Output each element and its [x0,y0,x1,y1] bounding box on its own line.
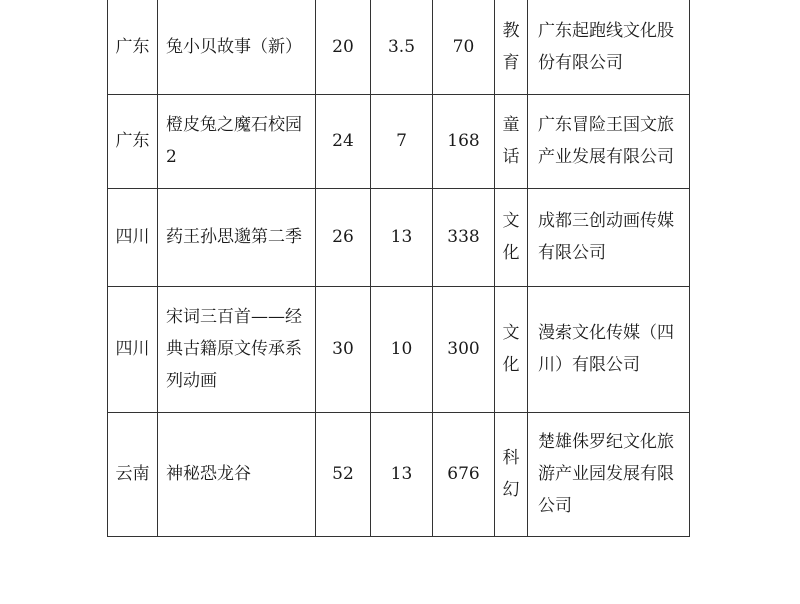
total-minutes-cell: 70 [433,0,495,94]
title-cell: 宋词三百首——经典古籍原文传承系列动画 [158,286,316,412]
title-cell: 橙皮兔之魔石校园2 [158,94,316,188]
episodes-cell: 24 [316,94,371,188]
total-minutes-cell: 168 [433,94,495,188]
province-cell: 云南 [108,412,158,536]
minutes-per-episode-cell: 10 [371,286,433,412]
company-cell: 成都三创动画传媒有限公司 [528,188,690,286]
minutes-per-episode-cell: 7 [371,94,433,188]
genre-cell [495,412,528,536]
province-cell: 四川 [108,286,158,412]
genre-text: 文化 [502,323,520,375]
province-cell: 广东 [108,0,158,94]
total-minutes-cell: 676 [433,412,495,536]
episodes-cell: 26 [316,188,371,286]
title-cell: 兔小贝故事（新） [158,0,316,94]
table-row [108,286,690,412]
table-row [108,412,690,536]
province-cell: 广东 [108,94,158,188]
genre-text: 科幻 [502,448,520,500]
episodes-cell: 52 [316,412,371,536]
province-cell: 四川 [108,188,158,286]
minutes-per-episode-cell: 3.5 [371,0,433,94]
episodes-cell: 20 [316,0,371,94]
genre-text: 文化 [502,211,520,263]
animation-list-table [107,0,690,537]
company-cell: 漫索文化传媒（四川）有限公司 [528,286,690,412]
total-minutes-cell: 338 [433,188,495,286]
genre-cell [495,94,528,188]
company-cell: 广东起跑线文化股份有限公司 [528,0,690,94]
company-cell: 楚雄侏罗纪文化旅游产业园发展有限公司 [528,412,690,536]
genre-text: 教育 [502,20,520,73]
minutes-per-episode-cell: 13 [371,412,433,536]
company-cell: 广东冒险王国文旅产业发展有限公司 [528,94,690,188]
episodes-cell: 30 [316,286,371,412]
total-minutes-cell: 300 [433,286,495,412]
table-row [108,0,690,94]
title-cell: 神秘恐龙谷 [158,412,316,536]
table-row [108,188,690,286]
genre-text: 童话 [502,115,520,167]
genre-cell [495,286,528,412]
title-cell: 药王孙思邈第二季 [158,188,316,286]
minutes-per-episode-cell: 13 [371,188,433,286]
genre-cell [495,188,528,286]
genre-cell [495,0,528,94]
table-row [108,94,690,188]
